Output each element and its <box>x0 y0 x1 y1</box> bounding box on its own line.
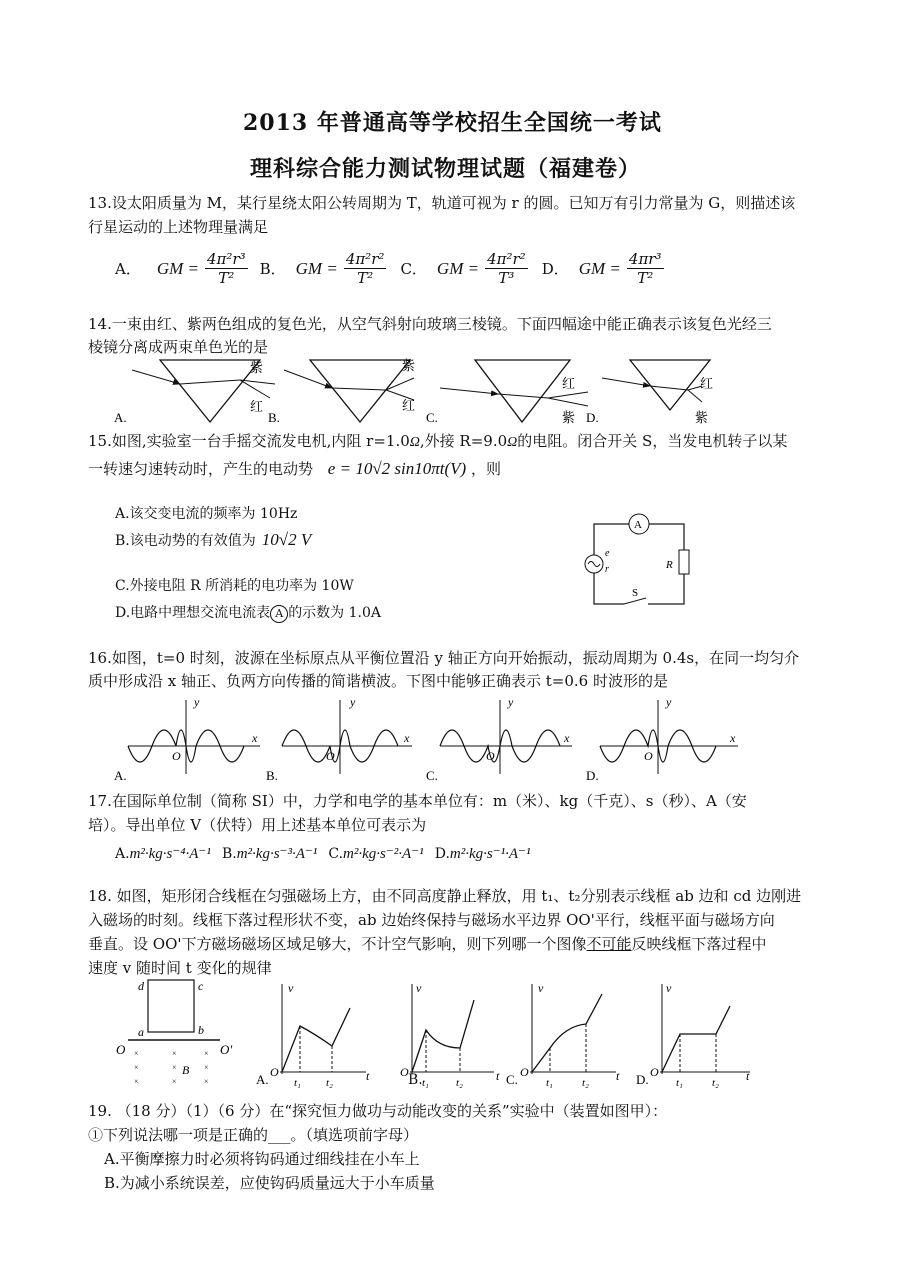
ammeter-symbol-icon: A <box>270 605 288 623</box>
q18-stem-1: 18. 如图，矩形闭合线框在匀强磁场上方，由不同高度静止释放，用 t₁、t₂分别表示线框 ab 边和 cd 边刚进 <box>88 887 802 905</box>
q15-opt-a: A.该交变电流的频率为 10Hz <box>115 506 298 522</box>
q13-opt-a-label: A． <box>115 260 141 278</box>
q14-prism-diagrams <box>110 358 750 428</box>
q15-ammeter: A <box>634 519 642 531</box>
q14-b-purple: 紫 <box>402 358 416 373</box>
svg-text:v: v <box>288 981 294 995</box>
q13-stem-2: 行星运动的上述物理量满足 <box>88 218 269 236</box>
svg-text:B: B <box>182 1063 190 1077</box>
q18-label-b: B. <box>408 1072 423 1088</box>
q13-opt-c-lhs: GM = <box>436 258 480 278</box>
svg-text:t₁: t₁ <box>294 1077 301 1089</box>
svg-text:C.: C. <box>506 1072 518 1087</box>
q18-frame-diagram <box>116 979 232 1086</box>
q16-graph-d <box>586 695 738 783</box>
svg-text:t₁: t₁ <box>546 1077 553 1089</box>
q14-b-red: 红 <box>402 398 416 413</box>
q13-opt-d-lhs: GM = <box>578 258 621 278</box>
svg-text:×: × <box>172 1077 177 1086</box>
q16-graph-c <box>426 695 572 783</box>
svg-text:t₂: t₂ <box>712 1077 719 1089</box>
q14-label-c: C. <box>426 410 438 425</box>
q15-S: S <box>632 587 639 599</box>
q14-stem-2: 棱镜分离成两束单色光的是 <box>88 338 269 356</box>
svg-text:A.: A. <box>256 1072 269 1087</box>
q13-options <box>115 250 664 287</box>
q16-graph-b <box>266 695 412 783</box>
svg-text:v: v <box>416 981 422 995</box>
q19-stem-2: ①下列说法哪一项是正确的___。（填选项前字母） <box>88 1126 419 1144</box>
svg-text:O': O' <box>220 1042 233 1057</box>
q13-opt-a-frac: $\frac{\text{4π²r³}}{\text{T²}}$ <box>207 250 246 287</box>
svg-text:B.: B. <box>266 768 278 783</box>
svg-text:t: t <box>496 1069 500 1083</box>
q13-opt-c-label: C． <box>400 260 427 278</box>
svg-text:x: x <box>730 731 736 745</box>
q13-opt-b-label: B． <box>259 260 286 278</box>
svg-text:C.: C. <box>426 768 438 783</box>
q17-stem-2: 培）。导出单位 V（伏特）用上述基本单位可表示为 <box>88 816 427 834</box>
q15-r: r <box>605 564 609 575</box>
svg-text:×: × <box>134 1063 139 1072</box>
q14-a-purple: 紫 <box>250 360 264 375</box>
svg-text:y: y <box>194 695 200 709</box>
svg-text:y: y <box>508 695 514 709</box>
q14-d-red: 红 <box>700 376 714 391</box>
svg-text:t: t <box>616 1069 620 1083</box>
q14-diagram-d <box>586 360 713 425</box>
q15-e: e <box>605 548 610 559</box>
q18-graph-d <box>636 981 750 1089</box>
q14-label-d: D. <box>586 410 599 425</box>
svg-text:t₂: t₂ <box>326 1077 333 1089</box>
svg-text:O: O <box>116 1042 126 1057</box>
q15-emf: e = 10√2 sin10πt(V) <box>327 459 467 478</box>
q16-stem-1: 16.如图，t=0 时刻，波源在坐标原点从平衡位置沿 y 轴正方向开始振动，振动周期为 0.4s，在同一均匀介 <box>88 649 800 667</box>
svg-text:×: × <box>172 1049 177 1058</box>
svg-text:v: v <box>666 981 672 995</box>
q14-d-purple: 紫 <box>695 410 709 425</box>
svg-text:×: × <box>204 1049 209 1058</box>
q14-a-red: 红 <box>250 399 264 414</box>
q14-diagram-b <box>268 358 415 425</box>
q17-opt-a: m²·kg·s⁻⁴·A⁻¹ <box>129 846 211 862</box>
q16-graph-a <box>114 695 260 783</box>
q13-opt-a-lhs: GM = <box>156 258 200 278</box>
svg-text:t₁: t₁ <box>422 1077 429 1089</box>
q17-stem-1: 17.在国际单位制（简称 SI）中，力学和电学的基本单位有：m（米）、kg（千克）、s（秒）、A（安 <box>88 792 747 810</box>
q18-graph-c <box>506 981 620 1089</box>
svg-text:t₁: t₁ <box>676 1077 683 1089</box>
q14-c-red: 红 <box>562 376 576 391</box>
q15-stem-1: 15.如图,实验室一台手摇交流发电机,内阻 r=1.0Ω,外接 R=9.0Ω的电阻。闭合开关 S，当发电机转子以某 <box>88 432 788 450</box>
q17-opt-b: m²·kg·s⁻³·A⁻¹ <box>236 846 318 862</box>
q14-label-a: A. <box>114 410 127 425</box>
svg-text:t₂: t₂ <box>456 1077 463 1089</box>
q17-opt-d: m²·kg·s⁻¹·A⁻¹ <box>449 846 531 862</box>
svg-text:O: O <box>644 749 653 763</box>
q19-stem-1: 19. （18 分）（1）（6 分）在“探究恒力做功与动能改变的关系”实验中（装置如图甲）： <box>88 1102 668 1120</box>
q14-label-b: B. <box>268 410 280 425</box>
svg-text:O: O <box>270 1065 279 1079</box>
svg-text:x: x <box>564 731 570 745</box>
svg-text:t: t <box>746 1069 750 1083</box>
q17-options: A.m²·kg·s⁻⁴·A⁻¹ B.m²·kg·s⁻³·A⁻¹ C.m²·kg·s⁻²·A⁻¹ D.m²·kg·s⁻¹·A⁻¹ <box>115 846 531 862</box>
svg-text:t₂: t₂ <box>582 1077 589 1089</box>
q15-circuit-diagram <box>580 512 690 607</box>
q13-opt-b-frac: $\frac{\text{4π²r²}}{\text{T²}}$ <box>345 250 385 287</box>
svg-text:×: × <box>134 1049 139 1058</box>
q14-diagram-a <box>114 360 275 425</box>
svg-text:D.: D. <box>586 768 599 783</box>
q13-opt-b-lhs: GM = <box>295 258 338 278</box>
q19-opt-a: A.平衡摩擦力时必须将钩码通过细线挂在小车上 <box>104 1150 420 1168</box>
svg-text:y: y <box>666 695 672 709</box>
q14-c-purple: 紫 <box>562 410 576 425</box>
q18-stem-2: 入磁场的时刻。线框下落过程形状不变，ab 边始终保持与磁场水平边界 OO'平行，线框平面与磁场方向 <box>88 911 775 929</box>
svg-text:O: O <box>326 749 335 763</box>
q13-opt-d-label: D． <box>541 260 569 278</box>
q19-opt-b: B.为减小系统误差，应使钩码质量远大于小车质量 <box>104 1174 435 1192</box>
svg-text:a: a <box>138 1025 144 1039</box>
svg-text:c: c <box>198 979 204 993</box>
q15-opt-c: C.外接电阻 R 所消耗的电功率为 10W <box>115 578 354 594</box>
svg-text:O: O <box>520 1065 529 1079</box>
q14-diagram-c <box>426 360 588 425</box>
svg-text:×: × <box>172 1063 177 1072</box>
q18-stem-3: 垂直。设 OO'下方磁场磁场区域足够大，不计空气影响，则下列哪一个图像不可能反映线框下落过程中 <box>88 935 767 953</box>
svg-text:×: × <box>134 1077 139 1086</box>
svg-text:x: x <box>252 731 258 745</box>
q13-stem-1: 13.设太阳质量为 M，某行星绕太阳公转周期为 T，轨道可视为 r 的圆。已知万有引力常量为 G，则描述该 <box>88 194 796 212</box>
q18-diagrams <box>110 976 760 1089</box>
svg-text:O: O <box>650 1065 659 1079</box>
q15-opt-b: B.该电动势的有效值为 10√2 V <box>115 530 312 549</box>
svg-text:O: O <box>486 749 495 763</box>
svg-text:b: b <box>198 1023 204 1037</box>
svg-text:×: × <box>204 1077 209 1086</box>
svg-text:O: O <box>172 749 181 763</box>
q15-opt-d: D.电路中理想交流电流表 A 的示数为 1.0A <box>115 605 382 621</box>
exam-subtitle: 理科综合能力测试物理试题（福建卷） <box>250 156 642 182</box>
q16-wave-diagrams <box>110 694 750 784</box>
q17-opt-c: m²·kg·s⁻²·A⁻¹ <box>343 846 424 862</box>
q15-R: R <box>666 559 673 571</box>
svg-text:D.: D. <box>636 1072 649 1087</box>
q18-stem-4: 速度 v 随时间 t 变化的规律 <box>88 959 272 977</box>
exam-title: 2013 年普通高等学校招生全国统一考试 <box>243 110 662 136</box>
svg-text:×: × <box>204 1063 209 1072</box>
q14-stem-1: 14.一束由红、紫两色组成的复色光，从空气斜射向玻璃三棱镜。下面四幅途中能正确表示该复色光经三 <box>88 315 772 333</box>
q15-stem-2: 一转速匀速转动时，产生的电动势 e = 10√2 sin10πt(V) ，则 <box>88 459 501 478</box>
q18-graph-a <box>256 981 370 1089</box>
svg-text:t: t <box>366 1069 370 1083</box>
q16-stem-2: 质中形成沿 x 轴正、负两方向传播的简谐横波。下图中能够正确表示 t=0.6 时波形的是 <box>88 672 668 690</box>
svg-text:x: x <box>404 731 410 745</box>
q13-opt-c-frac: $\frac{\text{4π²r²}}{\text{T³}}$ <box>487 250 526 287</box>
svg-text:O: O <box>400 1065 409 1079</box>
svg-text:A.: A. <box>114 768 127 783</box>
svg-text:y: y <box>350 695 356 709</box>
svg-text:v: v <box>538 981 544 995</box>
svg-text:d: d <box>138 979 144 993</box>
q13-opt-d-frac: $\frac{\text{4πr³}}{\text{T²}}$ <box>628 250 662 287</box>
